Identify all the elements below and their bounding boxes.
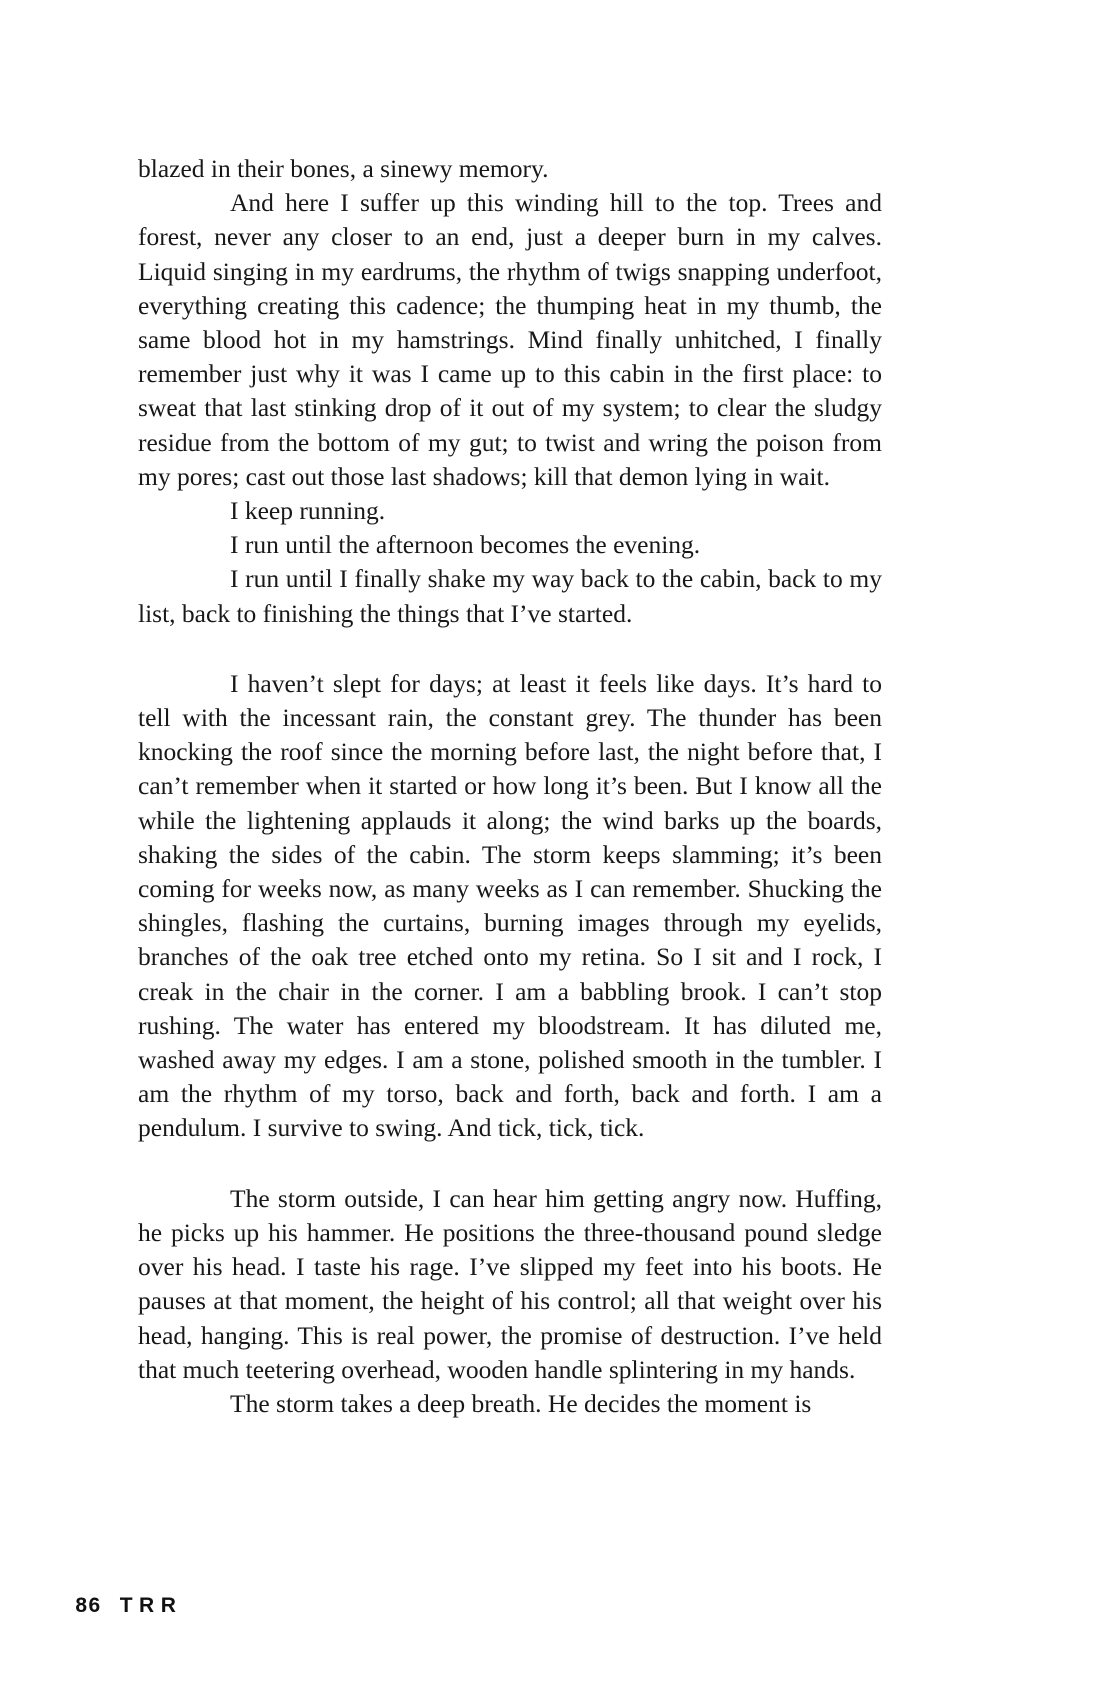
paragraph-keep-running: I keep running. <box>230 496 386 526</box>
running-mark: TRR <box>119 1594 183 1617</box>
page-number: 86 <box>75 1594 102 1617</box>
continued-paragraph: blazed in their bones, a sinewy memory. <box>138 154 549 183</box>
paragraph-spacer <box>138 1146 882 1182</box>
paragraph-deep-breath: The storm takes a deep breath. He decides the moment is <box>230 1388 812 1418</box>
paragraph-winding-hill: And here I suffer up this winding hill to the top. Trees and forest, never any closer to an end, just a deeper burn in my calves. Liquid singing in my eardrums, the rhythm of twigs snapping underfoot, everything creating this cadence; the thumping heat in my thumb, the same blood hot in my hamstrings. Mind finally unhitched, I finally remember just why it was I came up to this cabin in the first place: to sweat that last stinking drop of it out of my system; to clear the sludgy residue from the bottom of my gut; to twist and wring the poison from my pores; cast out those last shadows; kill that demon lying in wait. <box>138 188 882 491</box>
page-text-block <box>138 152 882 1421</box>
paragraph-spacer <box>138 631 882 667</box>
paragraph-storm-outside: The storm outside, I can hear him getting angry now. Huffing, he picks up his hammer. He positions the three-thousand pound sledge over his head. I taste his rage. I’ve slipped my feet into his boots. He pauses at that moment, the height of his control; all that weight over his head, hanging. This is real power, the promise of destruction. I’ve held that much teetering overhead, wooden handle splintering in my hands. <box>138 1183 882 1384</box>
paragraph-afternoon-evening: I run until the afternoon becomes the evening. <box>230 530 701 560</box>
paragraph-back-to-cabin: I run until I finally shake my way back to the cabin, back to my list, back to finishing the things that I’ve started. <box>138 564 882 628</box>
page-footer <box>48 1570 182 1642</box>
paragraph-havent-slept: I haven’t slept for days; at least it feels like days. It’s hard to tell with the incessant rain, the constant grey. The thunder has been knocking the roof since the morning before last, the night before that, I can’t remember when it started or how long it’s been. But I know all the while the lightening applauds it along; the wind barks up the boards, shaking the sides of the cabin. The storm keeps slamming; it’s been coming for weeks now, as many weeks as I can remember. Shucking the shingles, flashing the curtains, burning images through my eyelids, branches of the oak tree etched onto my retina. So I sit and I rock, I creak in the chair in the corner. I am a babbling brook. I can’t stop rushing. The water has entered my bloodstream. It has diluted me, washed away my edges. I am a stone, polished smooth in the tumbler. I am the rhythm of my torso, back and forth, back and forth. I am a pendulum. I survive to swing. And tick, tick, tick. <box>138 668 882 1143</box>
